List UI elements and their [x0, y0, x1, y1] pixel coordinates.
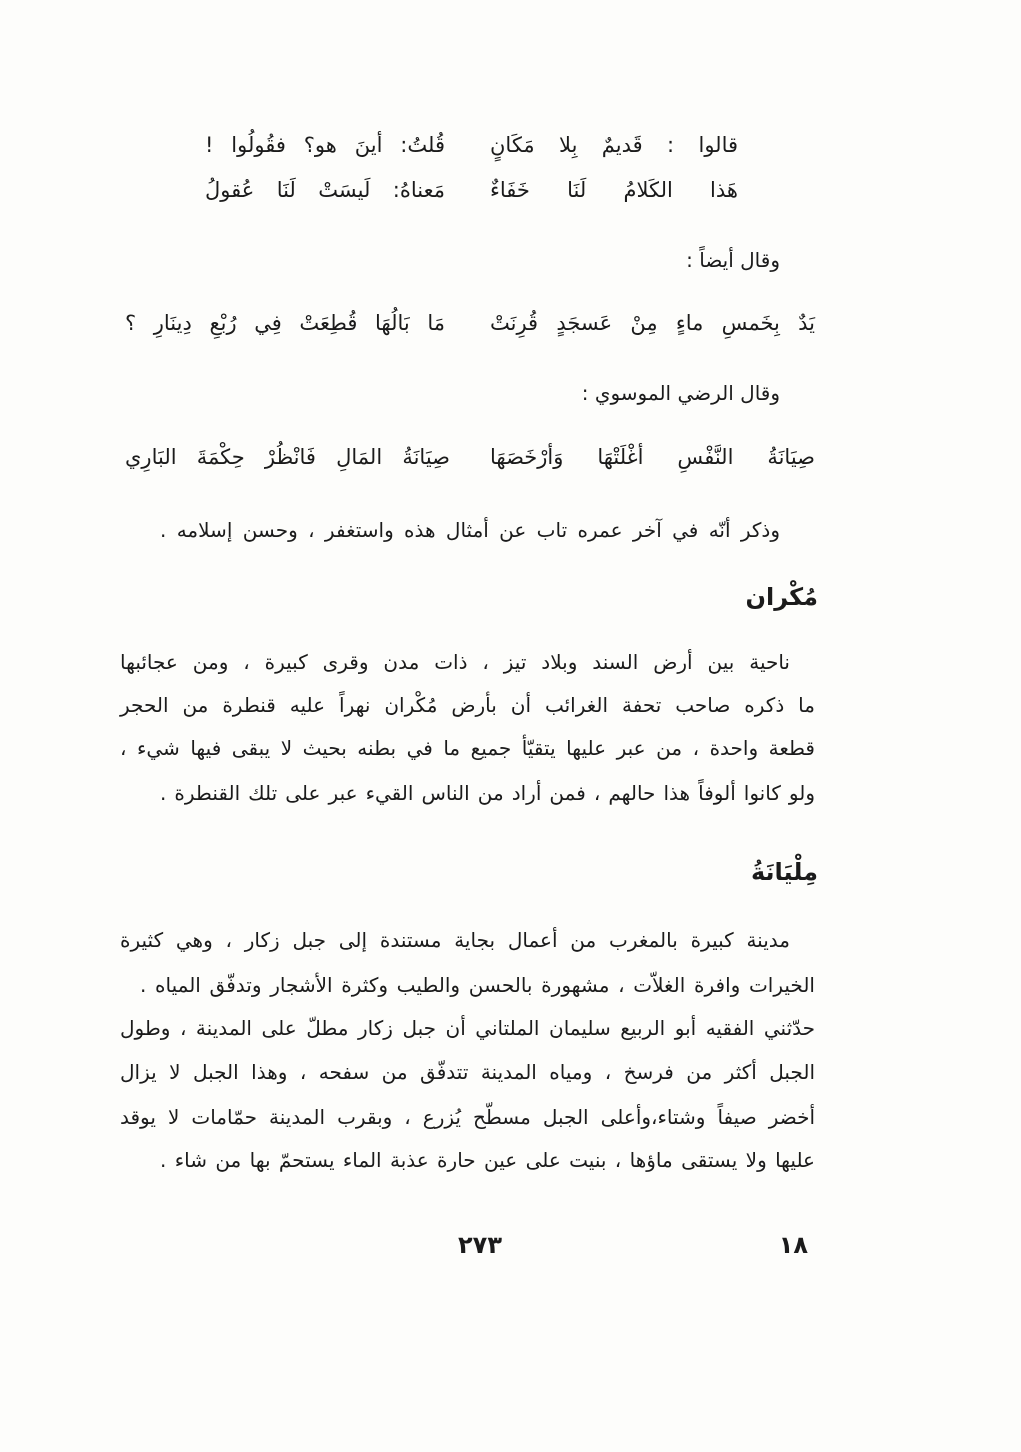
poem-2-first-hemistich: يَدٌ بِخَمسِ ماءٍ مِنْ عَسجَدٍ قُرِنَتْ	[490, 311, 815, 335]
signature-mark: ١٨	[778, 1231, 808, 1259]
poem-1-line-1-second-hemistich: قُلتُ: أينَ هو؟ فقُولُوا !	[205, 133, 445, 157]
entry-heading-miliana: مِلْيَانَةُ	[750, 858, 818, 886]
entry-heading-mukran: مُكْران	[745, 583, 818, 611]
poem-1-line-2-first-hemistich: هَذا الكَلامُ لَنَا خَفَاءٌ	[490, 178, 738, 202]
mukran-paragraph-line: قطعة واحدة ، من عبر عليها يتقيّأ جميع ما في بطنه بحيث لا يبقى فيها شيء ،	[120, 736, 815, 760]
poem-3-second-hemistich: صِيَانَةُ المَالِ فَانْظُرْ حِكْمَةَ البَارِي	[125, 445, 450, 469]
mukran-paragraph-line: ما ذكره صاحب تحفة الغرائب أن بأرض مُكْران نهراً عليه قنطرة من الحجر	[120, 693, 815, 717]
poem-3-first-hemistich: صِيَانَةُ النَّفْسِ أغْلَتْهَا وَأرْخَصَهَا	[490, 445, 815, 469]
poem-2-intro: وقال أيضاً :	[686, 248, 780, 272]
mukran-paragraph-line: ناحية بين أرض السند وبلاد تيز ، ذات مدن وقرى كبيرة ، ومن عجائبها	[120, 650, 790, 674]
poem-3-intro: وقال الرضي الموسوي :	[581, 381, 780, 405]
poem-1-line-2-second-hemistich: مَعناهُ: لَيسَتْ لَنَا عُقولُ	[205, 178, 445, 202]
closing-note: وذكر أنّه في آخر عمره تاب عن أمثال هذه واستغفر ، وحسن إسلامه .	[160, 518, 780, 542]
miliana-paragraph-line: الجبل أكثر من فرسخ ، ومياه المدينة تتدفّق من سفحه ، وهذا الجبل لا يزال	[120, 1060, 815, 1084]
page-number: ٢٧٣	[458, 1231, 502, 1259]
miliana-paragraph-line: عليها ولا يستقى ماؤها ، بنيت على عين حارة عذبة الماء يستحمّ بها من شاء .	[160, 1148, 815, 1172]
miliana-paragraph-line: حدّثني الفقيه أبو الربيع سليمان الملتاني أن جبل زكار مطلّ على المدينة ، وطول	[120, 1016, 815, 1040]
poem-1-line-1-first-hemistich: قالوا : قَديمٌ بِلا مَكَانٍ	[490, 133, 738, 157]
miliana-paragraph-line: مدينة كبيرة بالمغرب من أعمال بجاية مستندة إلى جبل زكار ، وهي كثيرة	[120, 928, 790, 952]
poem-2-second-hemistich: مَا بَالُهَا قُطِعَتْ فِي رُبْعِ دِينَارِ ؟	[125, 311, 445, 335]
miliana-paragraph-line: أخضر صيفاً وشتاء،وأعلى الجبل مسطّح يُزرع ، وبقرب المدينة حمّامات لا يوقد	[120, 1105, 815, 1129]
miliana-paragraph-line: الخيرات وافرة الغلاّت ، مشهورة بالحسن والطيب وكثرة الأشجار وتدفّق المياه .	[140, 973, 815, 997]
mukran-paragraph-line: ولو كانوا ألوفاً هذا حالهم ، فمن أراد من الناس القيء عبر على تلك القنطرة .	[160, 781, 815, 805]
